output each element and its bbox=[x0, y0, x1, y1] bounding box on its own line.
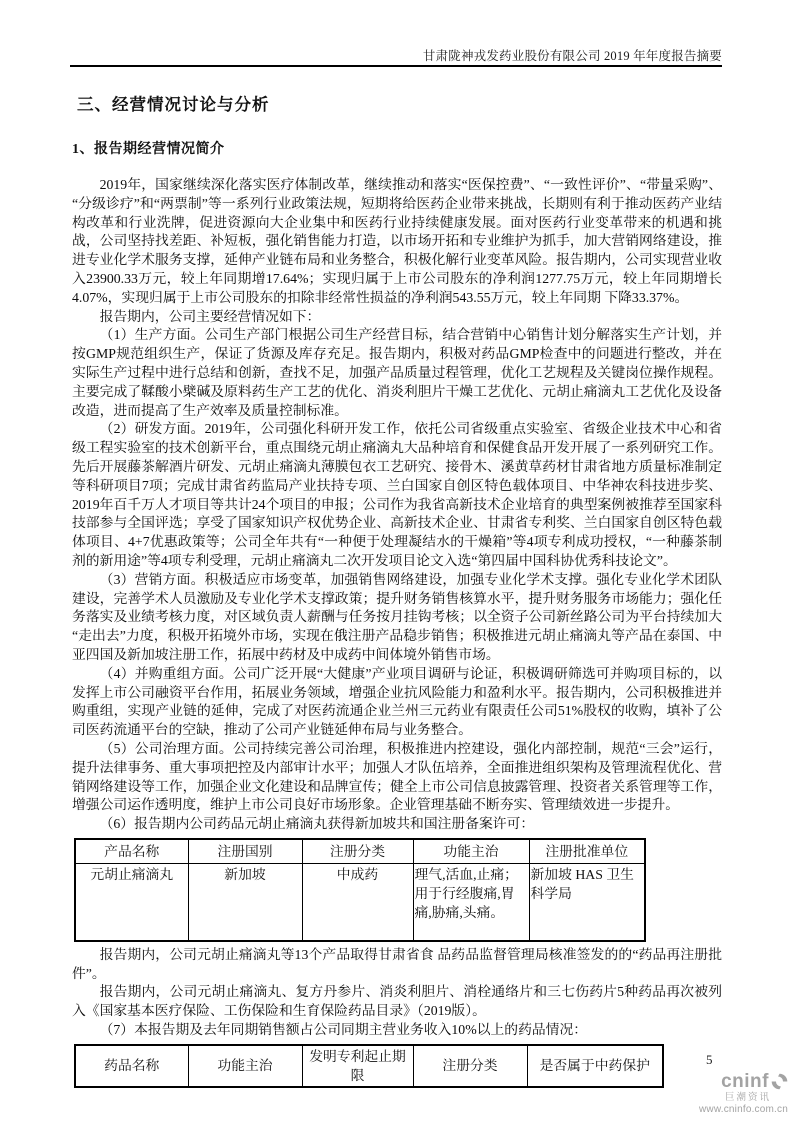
paragraph-governance: （5）公司治理方面。公司持续完善公司治理，积极推进内控建设，强化内部控制，规范“三会”运行，提升法律事务、重大事项把控及内部审计水平；加强人才队伍培养，全面推进组织架构及管理流程优化、营销网络建设等工作，加强企业文化建设和品牌宣传；健全上市公司信息披露管理、投资者关系管理等工作，增强公司运作透明度，维护上市公司良好市场形象。企业管理基础不断夯实、管理绩效进一步提升。 bbox=[72, 740, 722, 813]
table-row bbox=[75, 864, 645, 941]
paragraph-marketing: （3）营销方面。积极适应市场变革，加强销售网络建设，加强专业化学术支撑。强化专业化学术团队建设，完善学术人员激励及专业化学术支撑政策；提升财务销售核算水平，提升财务服务市场能力；强化任务落实及业绩考核力度，对区域负责人薪酬与任务按月挂钩考核；以全资子公司新丝路公司为平台持续加大“走出去”力度，积极开拓境外市场，实现在俄注册产品稳步销售；积极推进元胡止痛滴丸等产品在泰国、中亚四国及新加坡注册工作，拓展中药材及中成药中间体境外销售市场。 bbox=[72, 571, 722, 662]
header-divider bbox=[70, 65, 722, 67]
singapore-registration-table bbox=[74, 838, 646, 942]
col-product-name: 产品名称 bbox=[75, 839, 188, 864]
paragraph-overview: 2019年，国家继续深化落实医疗体制改革，继续推动和落实“医保控费”、“一致性评价”、“带量采购”、“分级诊疗”和“两票制”等一系列行业政策法规，短期将给医药企业带来挑战，长期则有利于推动医药产业结构改革和行业洗牌，促进资源向大企业集中和医药行业持续健康发展。面对医药行业变革带来的机遇和挑战，公司坚持找差距、补短板，强化销售能力打造，以市场开拓和专业维护为抓手，加大营销网络建设，推进专业化学术服务支撑，延伸产业链布局和业务整合，积极化解行业变革风险。报告期内，公司实现营业收入23900.33万元，较上年同期增17.64%；实现归属于上市公司股东的净利润1277.75万元，较上年同期增长4.07%，实现归属于上市公司股东的扣除非经常性损益的净利润543.55万元，较上年同期 下降33.37%。 bbox=[72, 177, 722, 305]
cninfo-logo-cn: 巨潮资讯 bbox=[724, 1092, 771, 1103]
paragraph-reregistration: 报告期内，公司元胡止痛滴丸等13个产品取得甘肃省食 品药品监督管理局核准签发的的“药品再注册批件”。 bbox=[72, 946, 722, 981]
paragraph-intro: 报告期内，公司主要经营情况如下： bbox=[99, 308, 321, 324]
section-title: 三、经营情况讨论与分析 bbox=[77, 95, 270, 114]
paragraph-singapore-license: （6）报告期内公司药品元胡止痛滴丸获得新加坡共和国注册备案许可： bbox=[99, 816, 535, 832]
col-drug-name: 药品名称 bbox=[75, 1045, 188, 1087]
paragraph-production: （1）生产方面。公司生产部门根据公司生产经营目标，结合营销中心销售计划分解落实生产计划，并按GMP规范组织生产，保证了货源及库存充足。报告期内，积极对药品GMP检查中的问题进行整改，并在实际生产过程中进行总结和创新，查找不足，加强产品质量过程管理，优化工艺规程及关键岗位操作规程。主要完成了鞣酸小檗碱及原料药生产工艺的优化、消炎利胆片干燥工艺优化、元胡止痛滴丸工艺优化及设备改造，进而提高了生产效率及质量控制标准。 bbox=[72, 327, 722, 418]
table-header-row bbox=[75, 839, 645, 864]
col-indications: 功能主治 bbox=[413, 839, 529, 864]
paragraph-insurance-catalog: 报告期内，公司元胡止痛滴丸、复方丹参片、消炎利胆片、消栓通络片和三七伤药片5种药品再次被列入《国家基本医疗保险、工伤保险和生育保险药品目录》（2019版）。 bbox=[72, 984, 722, 1019]
cell-approval-authority: 新加坡 HAS 卫生科学局 bbox=[529, 864, 645, 941]
main-content bbox=[72, 95, 722, 1092]
cninfo-url: www.cninfo.com.cn bbox=[699, 1104, 788, 1115]
cell-indications: 理气,活血,止痛；用于行经腹痛,胃痛,胁痛,头痛。 bbox=[413, 864, 529, 941]
col-registration-class: 注册分类 bbox=[413, 1045, 527, 1087]
col-patent-period: 发明专利起止期限 bbox=[302, 1045, 413, 1087]
cell-registration-class: 中成药 bbox=[302, 864, 413, 941]
cninfo-logo-text: cninf bbox=[721, 1071, 769, 1092]
paragraph-ma: （4）并购重组方面。公司广泛开展“大健康”产业项目调研与论证，积极调研筛选可并购项目标的，以发挥上市公司融资平台作用，拓展业务领域，增强企业抗风险能力和盈利水平。报告期内，公司积极推进并购重组，实现产业链的延伸，完成了对医药流通企业兰州三元药业有限责任公司51%股权的收购，填补了公司医药流通平台的空缺，推动了公司产业链延伸布局与业务整合。 bbox=[72, 665, 722, 738]
col-registration-class: 注册分类 bbox=[302, 839, 413, 864]
subsection-title: 1、报告期经营情况简介 bbox=[72, 142, 225, 157]
doc-header-title: 甘肃陇神戎发药业股份有限公司 2019 年年度报告摘要 bbox=[422, 49, 722, 63]
body-text bbox=[72, 176, 722, 1088]
col-approval-authority: 注册批准单位 bbox=[529, 839, 645, 864]
col-registration-country: 注册国别 bbox=[188, 839, 302, 864]
paragraph-major-drugs: （7）本报告期及去年同期销售额占公司同期主营业务收入10%以上的药品情况： bbox=[99, 1022, 588, 1038]
major-drugs-table bbox=[74, 1044, 664, 1088]
col-tcm-protection: 是否属于中药保护 bbox=[527, 1045, 663, 1087]
col-indications: 功能主治 bbox=[188, 1045, 302, 1087]
cell-registration-country: 新加坡 bbox=[188, 864, 302, 941]
page-number: 5 bbox=[706, 1052, 713, 1067]
paragraph-rnd: （2）研发方面。2019年，公司强化科研开发工作，依托公司省级重点实验室、省级企业技术中心和省级工程实验室的技术创新平台，重点围绕元胡止痛滴丸大品种培育和保健食品开发开展了一系列研究工作。先后开展藤茶解酒片研发、元胡止痛滴丸薄膜包衣工艺研究、接骨木、溪黄草药材甘肃省地方质量标准制定等科研项目7项；完成甘肃省药监局产业扶持专项、兰白国家自创区特色载体项目、中华神农科技进步奖、2019年百千万人才项目等共计24个项目的申报；公司作为我省高新技术企业培育的典型案例被推荐至国家科技部参与全国评选；享受了国家知识产权优势企业、高新技术企业、甘肃省专利奖、兰白国家自创区特色载体项目、4+7优惠政策等；公司全年共有“一种便于处理凝结水的干燥箱”等4项专利成功授权，“一种藤茶制剂的新用途”等4项专利受理，元胡止痛滴丸二次开发项目论文入选“第四届中国科协优秀科技论文”。 bbox=[72, 421, 722, 568]
cninfo-logo bbox=[678, 1072, 788, 1115]
cell-product-name: 元胡止痛滴丸 bbox=[75, 864, 188, 941]
cninfo-swirl-icon bbox=[771, 1073, 788, 1090]
table-header-row bbox=[75, 1045, 663, 1087]
